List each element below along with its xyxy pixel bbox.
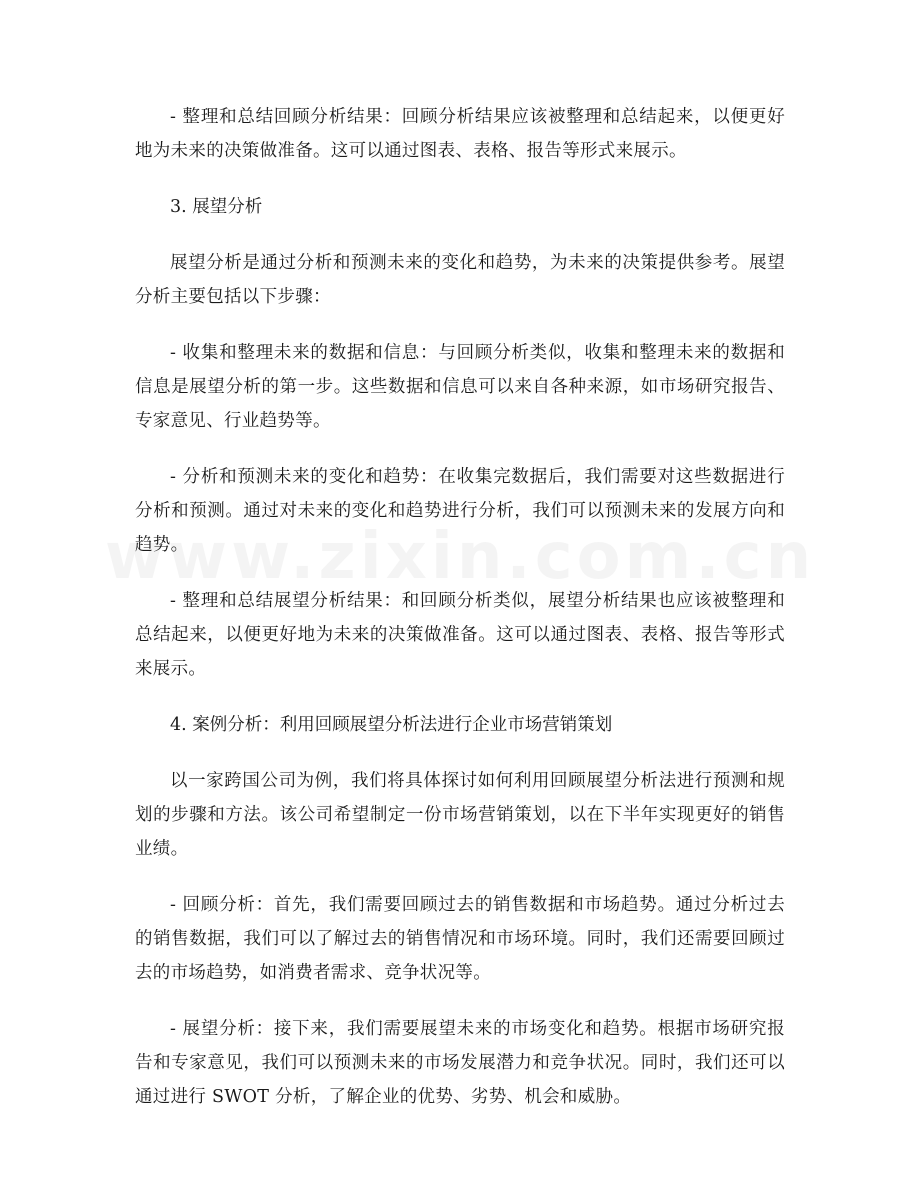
- paragraph-outlook-intro: 展望分析是通过分析和预测未来的变化和趋势，为未来的决策提供参考。展望分析主要包括以下步骤：: [135, 253, 785, 307]
- paragraph-case-outlook: - 展望分析：接下来，我们需要展望未来的市场变化和趋势。根据市场研究报告和专家意见，我们可以预测未来的市场发展潜力和竞争状况。同时，我们还可以通过进行 SWOT 分析，了解企业的优势、劣势、机会和威胁。: [135, 1019, 785, 1107]
- paragraph-review-summary: - 整理和总结回顾分析结果：回顾分析结果应该被整理和总结起来，以便更好地为未来的决策做准备。这可以通过图表、表格、报告等形式来展示。: [135, 107, 785, 161]
- paragraph-case-review: - 回顾分析：首先，我们需要回顾过去的销售数据和市场趋势。通过分析过去的销售数据，我们可以了解过去的销售情况和市场环境。同时，我们还需要回顾过去的市场趋势，如消费者需求、竞争状况等。: [135, 895, 785, 983]
- paragraph-case-intro: 以一家跨国公司为例，我们将具体探讨如何利用回顾展望分析法进行预测和规划的步骤和方法。该公司希望制定一份市场营销策划，以在下半年实现更好的销售业绩。: [135, 771, 785, 859]
- section-heading-outlook: 3. 展望分析: [170, 197, 263, 217]
- paragraph-analyze-forecast: - 分析和预测未来的变化和趋势：在收集完数据后，我们需要对这些数据进行分析和预测。通过对未来的变化和趋势进行分析，我们可以预测未来的发展方向和趋势。: [135, 467, 785, 555]
- document-body: [135, 100, 785, 1136]
- section-heading-case-study: 4. 案例分析：利用回顾展望分析法进行企业市场营销策划: [170, 715, 613, 735]
- paragraph-collect-future-data: - 收集和整理未来的数据和信息：与回顾分析类似，收集和整理未来的数据和信息是展望分析的第一步。这些数据和信息可以来自各种来源，如市场研究报告、专家意见、行业趋势等。: [135, 343, 785, 431]
- paragraph-outlook-summary: - 整理和总结展望分析结果：和回顾分析类似，展望分析结果也应该被整理和总结起来，以便更好地为未来的决策做准备。这可以通过图表、表格、报告等形式来展示。: [135, 591, 785, 679]
